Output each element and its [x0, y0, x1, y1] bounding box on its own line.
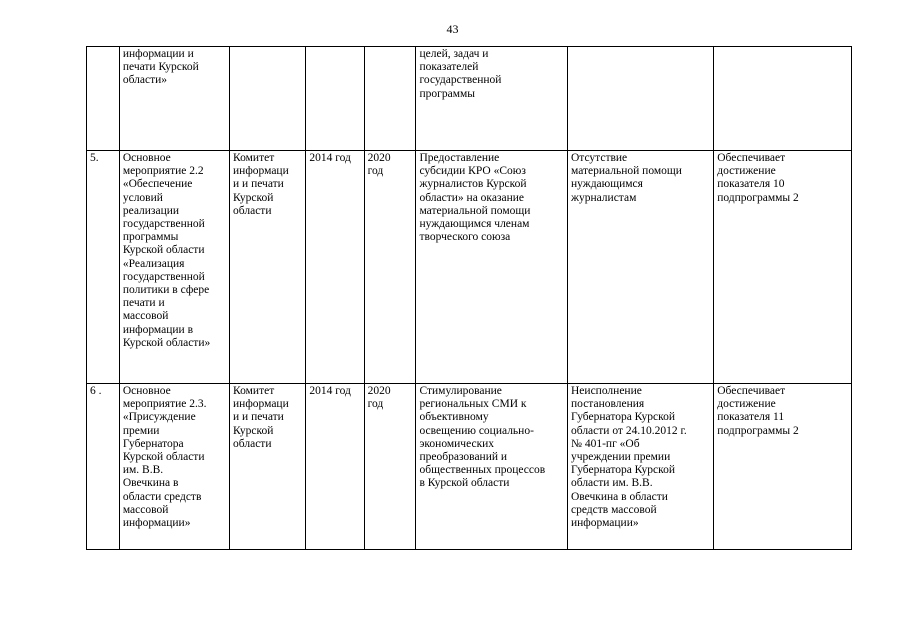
cell-text-line: Овечкина в	[122, 477, 179, 490]
expected-result-cell	[416, 151, 568, 384]
cell-text-line: информации в	[122, 323, 194, 336]
cell-text-line: Губернатора Курской	[571, 464, 675, 477]
cell-text-line: 2020	[367, 152, 391, 164]
cell-text-line: реализации	[122, 204, 180, 217]
cell-text-line: Овечкина в области	[571, 490, 668, 503]
executor-cell	[230, 384, 306, 550]
cell-text-line: им. В.В.	[122, 464, 164, 477]
expected-result-cell	[416, 47, 568, 151]
row-number-cell	[87, 47, 120, 151]
cell-text-line: достижение	[717, 398, 776, 411]
cell-text-line: области средств	[122, 490, 202, 503]
end-year-cell	[364, 47, 416, 151]
cell-text-line: Курской области	[122, 244, 205, 257]
non-implementation-consequences-cell	[568, 47, 714, 151]
cell-text-line: журналистам	[571, 191, 637, 204]
activity-name-cell	[119, 151, 229, 384]
cell-text-line: нуждающимся	[571, 178, 643, 191]
cell-text-line: в Курской области	[419, 477, 510, 490]
cell-text-line: Губернатора	[122, 437, 184, 450]
expected-result-cell	[416, 384, 568, 550]
start-year-cell: 2014 год	[306, 151, 364, 384]
end-year-cell	[364, 384, 416, 550]
executor-cell	[230, 151, 306, 384]
cell-text-line: политики в сфере	[122, 284, 210, 297]
table-row-continuation	[87, 47, 852, 151]
cell-text-line: показателя 11	[717, 411, 785, 424]
cell-text-line: информаци	[233, 165, 289, 178]
cell-text-line: Курской области	[122, 451, 205, 464]
non-implementation-consequences-cell	[568, 384, 714, 550]
activity-name-cell	[119, 384, 229, 550]
table-row-6	[87, 384, 852, 550]
cell-text-line: журналистов Курской	[419, 178, 527, 191]
cell-text-line: государственной	[122, 270, 205, 283]
cell-text-line: информаци	[233, 398, 289, 411]
cell-text-line: Основное	[122, 152, 171, 164]
cell-text-line: Неисполнение	[571, 385, 642, 397]
cell-text-line: премии	[122, 424, 160, 437]
cell-text-line: программы	[419, 87, 475, 100]
cell-text-line: мероприятие 2.2	[122, 165, 204, 178]
cell-text-line: информации»	[122, 517, 191, 530]
cell-text-line: программы	[122, 231, 179, 244]
cell-text-line: области им. В.В.	[571, 477, 653, 490]
cell-text-line: государственной	[419, 74, 502, 87]
cell-text-line: условий	[122, 191, 163, 204]
cell-text-line: подпрограммы 2	[717, 191, 799, 204]
cell-text-line: массовой	[122, 310, 169, 323]
cell-text-line: и и печати	[233, 178, 284, 191]
end-year-cell	[364, 151, 416, 384]
cell-text-line: Обеспечивает	[717, 152, 786, 164]
cell-text-line: печати и	[122, 297, 165, 310]
cell-text-line: год	[367, 398, 384, 411]
cell-text-line: Губернатора Курской	[571, 411, 675, 424]
cell-text-line: материальной помощи	[571, 165, 682, 178]
cell-text-line: преобразований и	[419, 451, 508, 464]
cell-text-line: показателей	[419, 61, 479, 74]
cell-text-line: государственной	[122, 218, 205, 231]
cell-text-line: средств массовой	[571, 503, 657, 516]
cell-text-line: и и печати	[233, 411, 284, 424]
cell-text-line: Комитет	[233, 152, 275, 164]
cell-text-line: печати Курской	[122, 61, 199, 74]
cell-text-line: мероприятие 2.3.	[122, 398, 207, 411]
cell-text-line: общественных процессов	[419, 464, 546, 477]
cell-text-line: области»	[122, 74, 168, 87]
start-year-cell: 2014 год	[306, 384, 364, 550]
indicator-link-cell	[714, 151, 852, 384]
page-number: 43	[446, 22, 459, 36]
cell-text-line: постановления	[571, 398, 645, 411]
cell-text-line: экономических	[419, 437, 495, 450]
activities-table	[86, 46, 852, 550]
cell-text-line: материальной помощи	[419, 204, 531, 217]
cell-text-line: Стимулирование	[419, 385, 502, 397]
non-implementation-consequences-cell	[568, 151, 714, 384]
cell-text-line: области	[233, 204, 272, 217]
cell-text-line: Курской	[233, 191, 274, 204]
cell-text-line: «Обеспечение	[122, 178, 193, 191]
indicator-link-cell	[714, 384, 852, 550]
cell-text-line: Предоставление	[419, 152, 500, 164]
cell-text-line: субсидии КРО «Союз	[419, 165, 526, 178]
executor-cell	[230, 47, 306, 151]
cell-text-line: № 401-пг «Об	[571, 437, 640, 450]
cell-text-line: региональных СМИ к	[419, 398, 527, 411]
cell-text-line: 2020	[367, 385, 391, 397]
cell-text-line: Комитет	[233, 385, 275, 397]
cell-text-line: Обеспечивает	[717, 385, 786, 397]
cell-text-line: «Присуждение	[122, 411, 196, 424]
indicator-link-cell	[714, 47, 852, 151]
cell-text-line: информации и	[122, 48, 194, 60]
cell-text-line: объективному	[419, 411, 489, 424]
cell-text-line: Курской области»	[122, 336, 211, 349]
cell-text-line: показателя 10	[717, 178, 785, 191]
start-year-cell	[306, 47, 364, 151]
cell-text-line: области» на оказание	[419, 191, 525, 204]
cell-text-line: год	[367, 165, 384, 178]
cell-text-line: Курской	[233, 424, 274, 437]
cell-text-line: Основное	[122, 385, 171, 397]
cell-text-line: достижение	[717, 165, 776, 178]
cell-text-line: нуждающимся членам	[419, 218, 530, 231]
row-number-cell: 6 .	[87, 384, 120, 550]
activity-name-cell	[119, 47, 229, 151]
cell-text-line: творческого союза	[419, 231, 511, 244]
cell-text-line: освещению социально-	[419, 424, 534, 437]
cell-text-line: массовой	[122, 503, 169, 516]
table-row-5	[87, 151, 852, 384]
cell-text-line: Отсутствие	[571, 152, 628, 164]
cell-text-line: области от 24.10.2012 г.	[571, 424, 687, 437]
cell-text-line: учреждении премии	[571, 451, 671, 464]
cell-text-line: подпрограммы 2	[717, 424, 799, 437]
cell-text-line: области	[233, 437, 272, 450]
row-number-cell: 5.	[87, 151, 120, 384]
cell-text-line: информации»	[571, 517, 639, 530]
cell-text-line: «Реализация	[122, 257, 185, 270]
cell-text-line: целей, задач и	[419, 48, 489, 60]
